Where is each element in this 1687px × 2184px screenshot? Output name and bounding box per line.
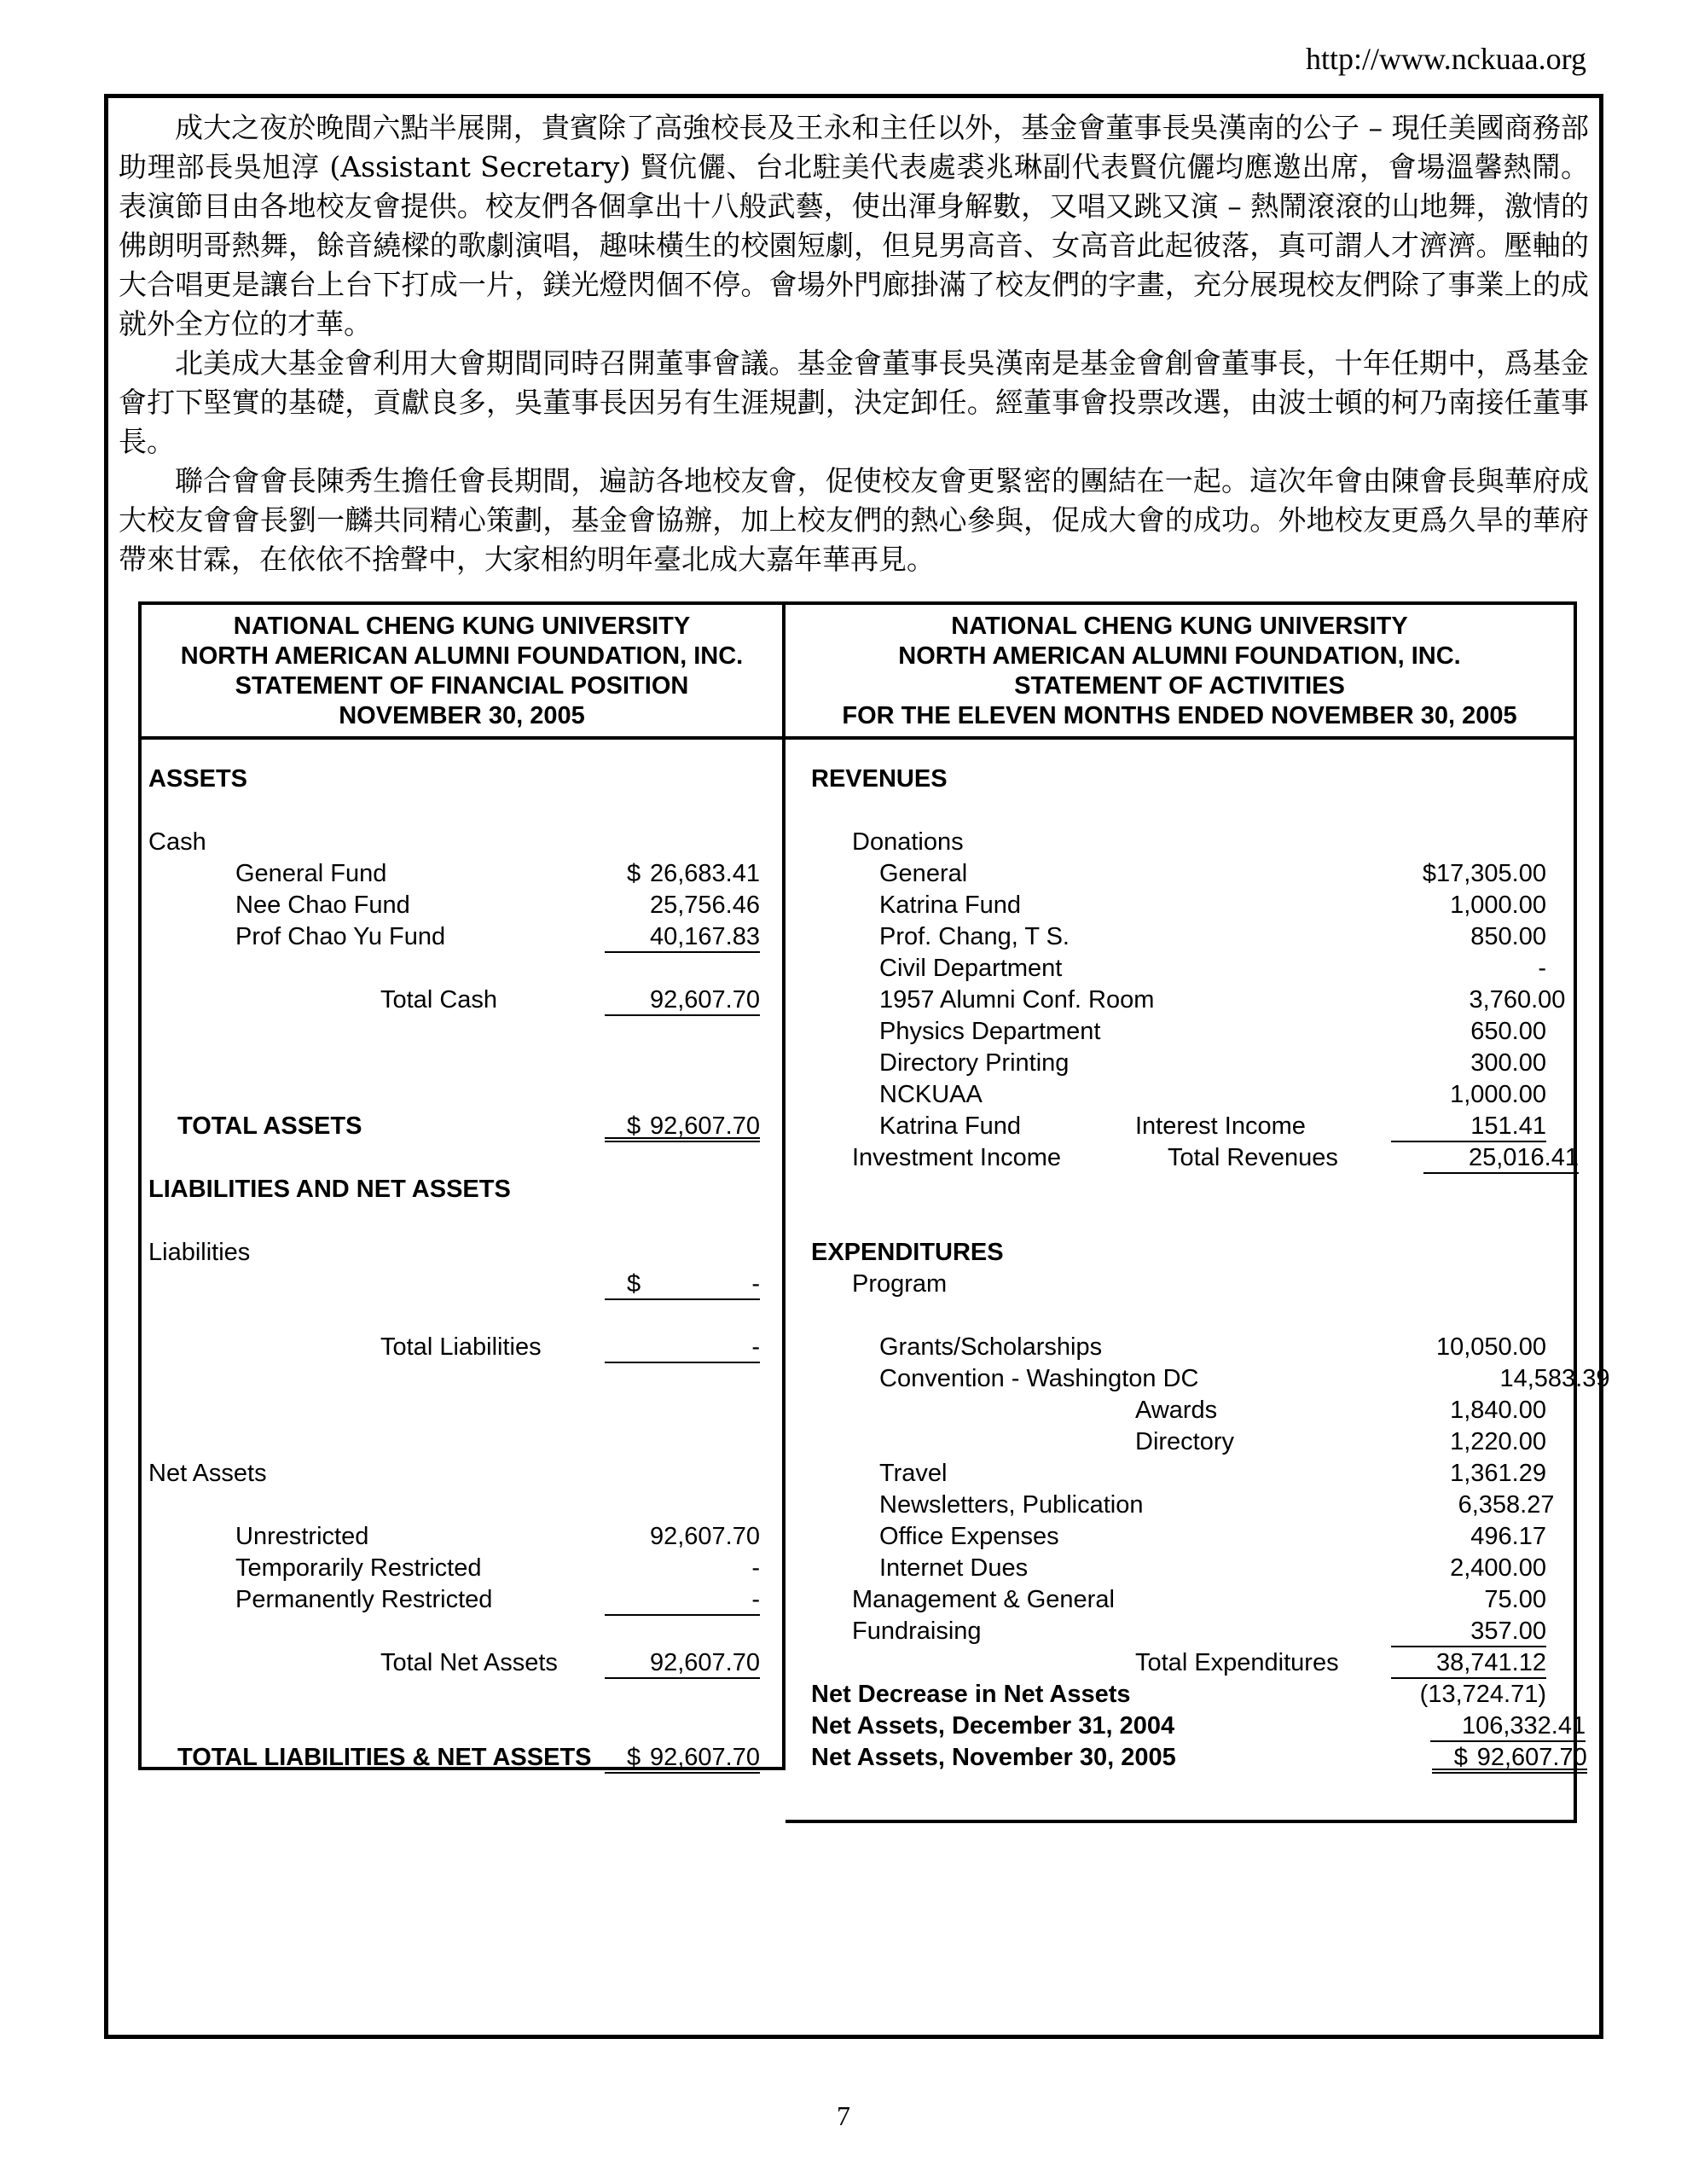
row-amount xyxy=(605,765,760,795)
row-label: Temporarily Restricted xyxy=(235,1554,482,1582)
row-amount xyxy=(605,1460,760,1490)
table-row xyxy=(786,827,1574,858)
row-amount xyxy=(605,828,760,858)
row-middle-label xyxy=(1135,827,1391,858)
amount-value: 1,000.00 xyxy=(1450,1081,1546,1108)
article-paragraph: 成大之夜於晚間六點半展開，貴賓除了高強校長及王永和主任以外，基金會董事長吳漢南的公子 – 現任美國商務部助理部長吳旭淳 (Assistant Secretary) 賢伉儷、台北駐美代表處裘兆琳副代表賢伉儷均應邀出席，會場溫馨熱鬧。表演節目由各地校友會提供。校友們各個拿出十八般武藝，使出渾身解數，又唱又跳又演 – 熱鬧滾滾的山地舞，激情的佛朗明哥熱舞，餘音繞樑的歌劇演唱，趣味橫生的校園短劇，但見男高音、女高音此起彼落，真可謂人才濟濟。壓軸的大合唱更是讓台上台下打成一片，鎂光燈閃個不停。會場外門廊掛滿了校友們的字畫，充分展現校友們除了事業上的成就外全方位的才華。 xyxy=(119,111,1589,340)
row-amount xyxy=(605,1744,760,1774)
row-label: Permanently Restricted xyxy=(235,1586,493,1613)
row-amount xyxy=(1391,1554,1546,1584)
row-middle-label: Awards xyxy=(1135,1397,1218,1424)
row-amount xyxy=(1391,1586,1546,1616)
row-amount xyxy=(1391,1649,1546,1679)
table-row-blank xyxy=(142,1395,782,1426)
amount-value: 26,683.41 xyxy=(649,860,760,887)
table-row xyxy=(142,764,782,795)
row-label: Physics Department xyxy=(879,1018,1101,1045)
table-row-blank xyxy=(142,1679,782,1711)
row-middle-label: Total Revenues xyxy=(1168,1144,1338,1171)
table-row-blank xyxy=(786,1300,1574,1332)
table-row xyxy=(142,1111,782,1142)
amount-value: 92,607.70 xyxy=(649,1112,760,1140)
amount-value: 357.00 xyxy=(1470,1618,1546,1645)
amount-value: - xyxy=(751,1270,760,1298)
table-row xyxy=(786,1458,1574,1490)
table-row xyxy=(786,1521,1574,1553)
row-amount xyxy=(1391,1270,1546,1300)
row-label: ASSETS xyxy=(148,765,248,793)
row-amount xyxy=(1391,1239,1546,1269)
row-label: Directory Printing xyxy=(879,1049,1070,1077)
row-amount xyxy=(1432,1744,1587,1774)
table-row-blank xyxy=(142,1079,782,1111)
table-row-blank xyxy=(142,1205,782,1237)
row-amount xyxy=(1391,1112,1546,1142)
amount-value: 6,358.27 xyxy=(1458,1491,1555,1519)
row-label: Prof. Chang, T S. xyxy=(879,923,1070,950)
row-amount xyxy=(1391,1081,1546,1111)
row-middle-label xyxy=(1135,1584,1391,1616)
row-label: Net Decrease in Net Assets xyxy=(811,1681,1131,1708)
row-label: LIABILITIES AND NET ASSETS xyxy=(148,1176,511,1203)
table-row-blank xyxy=(142,1426,782,1458)
table-row xyxy=(142,858,782,890)
page-number: 7 xyxy=(837,2100,850,2131)
amount-value: 850.00 xyxy=(1470,923,1546,950)
row-amount xyxy=(1391,1681,1546,1711)
row-amount xyxy=(1391,1333,1546,1363)
row-label xyxy=(786,1395,1054,1426)
table-row xyxy=(142,1584,782,1616)
amount-value: 151.41 xyxy=(1470,1112,1546,1140)
amount-value: 106,332.41 xyxy=(1461,1712,1586,1740)
statement-rows xyxy=(786,740,1610,1774)
chinese-article xyxy=(108,98,1599,579)
table-row xyxy=(786,985,1574,1016)
table-row-blank xyxy=(142,795,782,827)
table-row xyxy=(142,827,782,858)
row-middle-label xyxy=(1135,764,1391,795)
amount-value: - xyxy=(1538,955,1546,982)
row-label: Net Assets, December 31, 2004 xyxy=(811,1712,1175,1740)
table-row-blank xyxy=(786,1174,1574,1205)
table-row xyxy=(142,1553,782,1584)
table-row xyxy=(142,1269,782,1300)
statement-rows xyxy=(142,740,782,1774)
row-middle-label xyxy=(1143,1490,1399,1521)
row-amount xyxy=(1399,1491,1554,1521)
row-amount xyxy=(605,986,760,1016)
amount-value: 1,220.00 xyxy=(1450,1428,1546,1455)
amount-value: 92,607.70 xyxy=(649,1523,760,1550)
row-label: General Fund xyxy=(235,860,387,887)
row-middle-label xyxy=(1176,1742,1432,1774)
statement-title-line: NATIONAL CHENG KUNG UNIVERSITY xyxy=(951,613,1408,640)
row-label: REVENUES xyxy=(811,765,948,793)
row-amount xyxy=(605,923,760,953)
amount-value: 92,607.70 xyxy=(649,1744,760,1771)
row-amount xyxy=(1430,1712,1586,1742)
row-amount xyxy=(605,1239,760,1269)
row-amount xyxy=(605,1649,760,1679)
amount-value: 25,016.41 xyxy=(1468,1144,1579,1171)
amount-value: 75.00 xyxy=(1484,1586,1546,1613)
row-amount xyxy=(1391,860,1546,890)
currency-symbol: $ xyxy=(627,1744,641,1771)
row-amount xyxy=(605,1586,760,1616)
amount-value: - xyxy=(751,1586,760,1613)
article-paragraph: 聯合會會長陳秀生擔任會長期間，遍訪各地校友會，促使校友會更緊密的團結在一起。這次年會由陳會長與華府成大校友會會長劉一麟共同精心策劃，基金會協辦，加上校友們的熱心參與，促成大會的成功。外地校友更爲久旱的華府帶來甘霖，在依依不捨聲中，大家相約明年臺北成大嘉年華再見。 xyxy=(119,464,1589,576)
amount-value: 92,607.70 xyxy=(1476,1744,1587,1771)
amount-value: 1,840.00 xyxy=(1450,1397,1546,1424)
table-row xyxy=(142,1742,782,1774)
row-middle-label: Directory xyxy=(1135,1428,1235,1455)
table-row xyxy=(786,953,1574,985)
row-label: Management & General xyxy=(852,1586,1115,1613)
amount-value: 1,000.00 xyxy=(1450,892,1546,919)
table-row-blank xyxy=(142,953,782,985)
table-row xyxy=(142,1521,782,1553)
row-label: Nee Chao Fund xyxy=(235,892,410,919)
statement-title-line: NORTH AMERICAN ALUMNI FOUNDATION, INC. xyxy=(180,642,744,670)
row-amount xyxy=(1391,955,1546,985)
row-amount xyxy=(605,1554,760,1584)
amount-value: (13,724.71) xyxy=(1419,1681,1546,1708)
row-label: Civil Department xyxy=(879,955,1063,982)
row-label: Investment Income xyxy=(852,1144,1061,1171)
row-label: Net Assets xyxy=(148,1460,267,1487)
amount-value: 496.17 xyxy=(1470,1523,1546,1550)
table-row-blank xyxy=(142,1300,782,1332)
table-row xyxy=(142,890,782,921)
statement-title-line: NATIONAL CHENG KUNG UNIVERSITY xyxy=(233,613,691,640)
article-paragraph: 北美成大基金會利用大會期間同時召開董事會議。基金會董事長吳漢南是基金會創會董事長，十年任期中，爲基金會打下堅實的基礎，貢獻良多，吳董事長因另有生涯規劃，決定卸任。經董事會投票改選，由波士頓的柯乃南接任董事長。 xyxy=(119,346,1589,458)
row-middle-label xyxy=(1135,1521,1391,1553)
statement-title xyxy=(786,605,1574,731)
amount-value: 92,607.70 xyxy=(649,986,760,1014)
table-row xyxy=(786,1016,1574,1048)
row-middle-label xyxy=(1135,1237,1391,1269)
table-row xyxy=(786,1742,1587,1774)
row-amount xyxy=(1391,828,1546,858)
table-row xyxy=(786,764,1574,795)
table-row xyxy=(786,1426,1574,1458)
row-label: Fundraising xyxy=(852,1618,982,1645)
statement-title-line: FOR THE ELEVEN MONTHS ENDED NOVEMBER 30, 2005 xyxy=(842,702,1517,729)
row-amount xyxy=(1391,1460,1546,1490)
row-amount xyxy=(1391,1428,1546,1458)
amount-value: $17,305.00 xyxy=(1422,860,1546,887)
statement-title xyxy=(142,605,782,731)
row-amount xyxy=(1391,1397,1546,1426)
row-amount xyxy=(605,1176,760,1205)
row-amount xyxy=(1391,923,1546,953)
amount-value: 14,583.39 xyxy=(1499,1365,1610,1392)
table-row xyxy=(786,1142,1579,1174)
row-amount xyxy=(1410,986,1565,1016)
row-middle-label xyxy=(1135,921,1391,953)
amount-value: 3,760.00 xyxy=(1469,986,1566,1014)
row-amount xyxy=(1391,892,1546,921)
table-row xyxy=(142,1647,782,1679)
row-label: NCKUAA xyxy=(879,1081,983,1108)
table-row xyxy=(786,1584,1574,1616)
row-label: Grants/Scholarships xyxy=(879,1333,1103,1361)
table-row xyxy=(786,1079,1574,1111)
row-label: Convention - Washington DC xyxy=(879,1365,1199,1392)
currency-symbol: $ xyxy=(627,1270,641,1298)
table-row xyxy=(142,1174,782,1205)
currency-symbol: $ xyxy=(627,1112,641,1140)
row-middle-label xyxy=(1135,1332,1391,1363)
statement-title-line: STATEMENT OF FINANCIAL POSITION xyxy=(235,672,689,700)
table-row-blank xyxy=(142,1016,782,1048)
row-label: EXPENDITURES xyxy=(811,1239,1004,1266)
row-amount xyxy=(1391,1018,1546,1048)
row-middle-label xyxy=(1135,1079,1391,1111)
table-row xyxy=(142,1458,782,1490)
amount-value: 2,400.00 xyxy=(1450,1554,1546,1582)
row-label: Prof Chao Yu Fund xyxy=(235,923,446,950)
row-label: Program xyxy=(852,1270,948,1298)
table-row xyxy=(786,1616,1574,1647)
statement-of-activities xyxy=(786,601,1610,1823)
row-amount xyxy=(605,1112,760,1142)
amount-value: 300.00 xyxy=(1470,1049,1546,1077)
row-label xyxy=(786,1426,1054,1458)
row-amount xyxy=(605,892,760,921)
table-row xyxy=(786,1332,1574,1363)
table-row xyxy=(786,1711,1586,1742)
statement-title-line: NORTH AMERICAN ALUMNI FOUNDATION, INC. xyxy=(898,642,1461,670)
row-middle-label: Interest Income xyxy=(1135,1112,1306,1140)
currency-symbol: $ xyxy=(1453,1744,1468,1771)
row-label xyxy=(786,1647,1091,1679)
table-row xyxy=(786,890,1574,921)
table-row-blank xyxy=(142,1711,782,1742)
table-row xyxy=(786,1490,1574,1521)
row-label: Total Liabilities xyxy=(380,1333,542,1361)
table-row-blank xyxy=(142,1490,782,1521)
table-row xyxy=(142,1237,782,1269)
amount-value: 25,756.46 xyxy=(649,892,760,919)
row-label: Liabilities xyxy=(148,1239,251,1266)
row-amount xyxy=(1423,1144,1579,1174)
row-label: Total Cash xyxy=(380,986,498,1014)
table-row xyxy=(786,1237,1574,1269)
row-amount xyxy=(605,1333,760,1363)
amount-value: 40,167.83 xyxy=(649,923,760,950)
row-label: Total Net Assets xyxy=(380,1649,558,1676)
row-label: TOTAL LIABILITIES & NET ASSETS xyxy=(177,1744,592,1771)
amount-value: - xyxy=(751,1554,760,1582)
table-row-blank xyxy=(142,1048,782,1079)
amount-value: 38,741.12 xyxy=(1435,1649,1546,1676)
amount-value: 92,607.70 xyxy=(649,1649,760,1676)
row-label: Travel xyxy=(879,1460,948,1487)
row-label: Net Assets, November 30, 2005 xyxy=(811,1744,1176,1771)
table-row-blank xyxy=(786,1205,1574,1237)
row-middle-label xyxy=(1174,1711,1430,1742)
table-row xyxy=(142,985,782,1016)
amount-value: - xyxy=(751,1333,760,1361)
row-middle-label xyxy=(1135,858,1391,890)
row-amount xyxy=(605,860,760,890)
table-row-blank xyxy=(142,1363,782,1395)
row-amount xyxy=(1391,1523,1546,1553)
row-label: General xyxy=(879,860,968,887)
row-middle-label xyxy=(1135,1048,1391,1079)
row-label: Internet Dues xyxy=(879,1554,1029,1582)
row-amount xyxy=(1391,1618,1546,1647)
site-url: http://www.nckuaa.org xyxy=(1306,42,1586,76)
row-label xyxy=(142,1269,605,1300)
table-row-blank xyxy=(142,1616,782,1647)
row-label: TOTAL ASSETS xyxy=(177,1112,362,1140)
row-label: Office Expenses xyxy=(879,1523,1059,1550)
table-row xyxy=(786,1111,1574,1142)
table-row xyxy=(786,1647,1574,1679)
row-middle-label xyxy=(1135,1458,1391,1490)
row-middle-label xyxy=(1135,890,1391,921)
row-middle-label xyxy=(1135,1269,1391,1300)
row-amount xyxy=(605,1270,760,1300)
table-row xyxy=(786,858,1574,890)
statement-of-financial-position xyxy=(138,601,786,1770)
row-label: Katrina Fund xyxy=(879,1112,1022,1140)
row-middle-label xyxy=(1154,985,1410,1016)
table-row xyxy=(786,1553,1574,1584)
statement-title-line: STATEMENT OF ACTIVITIES xyxy=(1014,672,1345,700)
row-label: Cash xyxy=(148,828,206,856)
row-label: Donations xyxy=(852,828,964,856)
table-row-blank xyxy=(786,795,1574,827)
table-row xyxy=(142,1332,782,1363)
row-label: Katrina Fund xyxy=(879,892,1022,919)
amount-value: 10,050.00 xyxy=(1435,1333,1546,1361)
table-row xyxy=(142,921,782,953)
row-label: 1957 Alumni Conf. Room xyxy=(879,986,1155,1014)
row-amount xyxy=(1391,765,1546,795)
row-label: Newsletters, Publication xyxy=(879,1491,1144,1519)
row-middle-label xyxy=(1199,1363,1455,1395)
row-label: Unrestricted xyxy=(235,1523,369,1550)
row-middle-label xyxy=(1135,1553,1391,1584)
row-middle-label: Total Expenditures xyxy=(1135,1649,1339,1676)
table-row xyxy=(786,1363,1610,1395)
row-amount xyxy=(1391,1049,1546,1079)
amount-value: 1,361.29 xyxy=(1450,1460,1546,1487)
row-amount xyxy=(605,1523,760,1553)
row-middle-label xyxy=(1135,1016,1391,1048)
table-row xyxy=(786,1048,1574,1079)
table-row xyxy=(786,921,1574,953)
row-middle-label xyxy=(1135,953,1391,985)
table-row xyxy=(786,1679,1574,1711)
row-amount xyxy=(1455,1365,1610,1395)
amount-value: 650.00 xyxy=(1470,1018,1546,1045)
table-row-blank xyxy=(142,1142,782,1174)
row-middle-label xyxy=(1135,1616,1391,1647)
currency-symbol: $ xyxy=(627,860,641,887)
table-row xyxy=(786,1269,1574,1300)
row-middle-label xyxy=(1135,1679,1391,1711)
statement-title-line: NOVEMBER 30, 2005 xyxy=(339,702,585,729)
table-row xyxy=(786,1395,1574,1426)
